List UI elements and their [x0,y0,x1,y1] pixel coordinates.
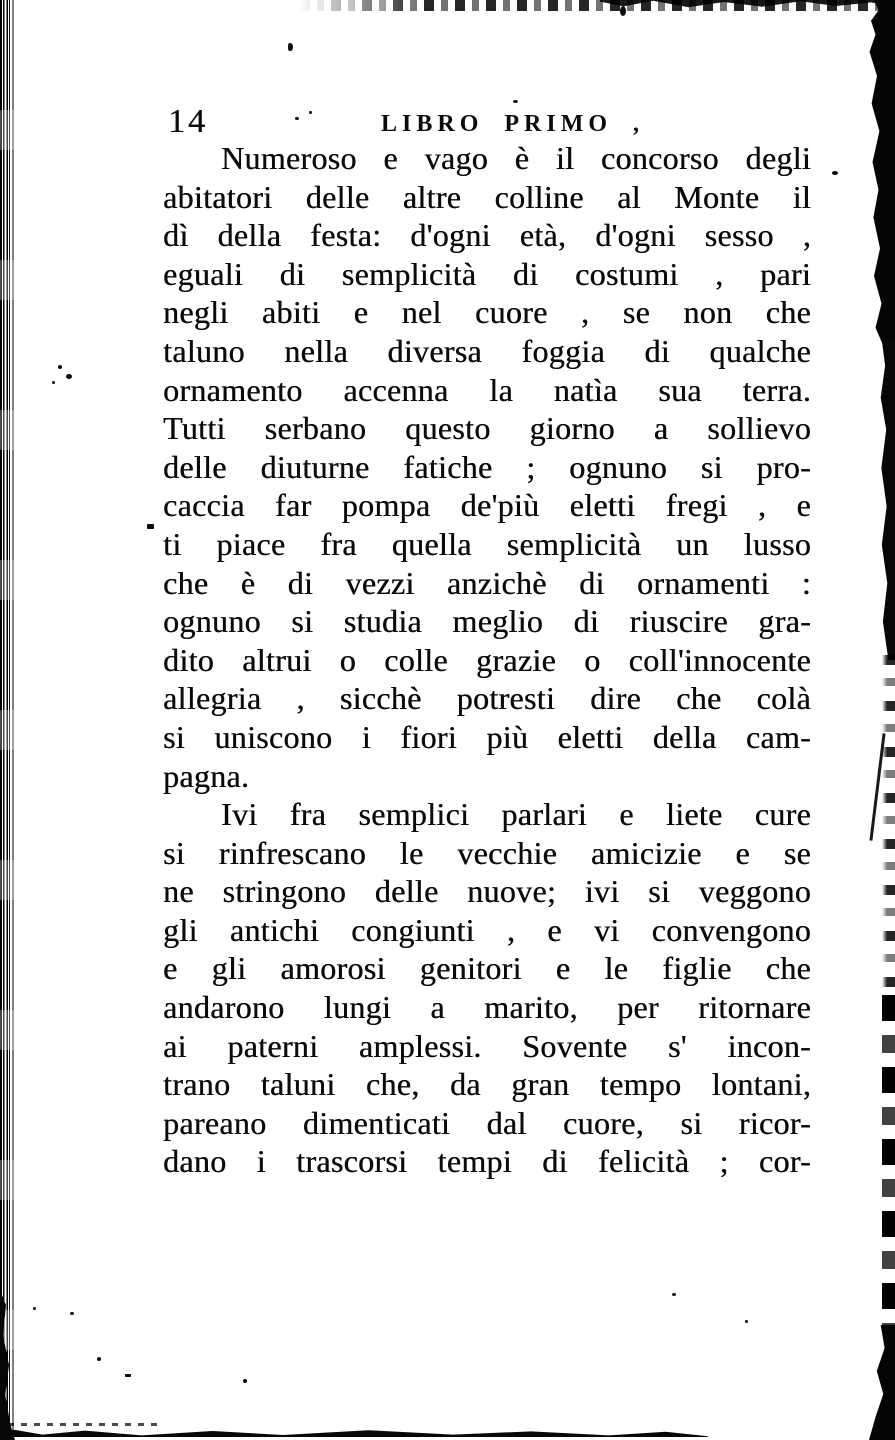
text-line: eguali di semplicità di costumi , pari [163,255,811,292]
text-line: si uniscono i fiori più eletti della cam- [163,718,811,755]
text-line: Tutti serbano questo giorno a sollievo [163,410,811,447]
ink-speck [745,1320,748,1323]
text-line: pareano dimenticati dal cuore, si ricor- [163,1104,811,1141]
text-line: dì della festa: d'ogni età, d'ogni sesso , [163,217,811,254]
text-line: ognuno si studia meglio di riuscire gra- [163,603,811,640]
text-line: abitatori delle altre colline al Monte il [163,178,811,215]
ink-speck [52,381,55,384]
scan-edge-right-upper [865,0,895,345]
ink-speck [309,111,312,114]
ink-speck [620,6,626,16]
text-line: si rinfrescano le vecchie amicizie e se [163,834,811,871]
ink-speck [243,1379,247,1383]
scan-edge-bottom-right [869,1325,895,1440]
text-line: dano i trascorsi tempi di felicità ; cor- [163,1143,811,1180]
page-number: 14 [168,103,208,140]
scan-edge-right-middle [873,340,895,660]
text-line: andarono lungi a marito, per ritornare [163,989,811,1026]
ink-speck [97,1357,101,1361]
scan-edge-bottom [0,1429,708,1437]
ink-speck [295,117,299,120]
body-text [163,139,811,1181]
text-line: taluno nella diversa foggia di qualche [163,332,811,369]
text-line: Ivi fra semplici parlari e liete cure [221,796,811,833]
text-line: che è di vezzi anzichè di ornamenti : [163,564,811,601]
ink-speck [70,1312,74,1315]
text-line: dito altrui o colle grazie o coll'innocente [163,641,811,678]
scan-edge-bottom-dashes [8,1423,158,1426]
ink-speck [832,171,838,175]
text-line: Numeroso e vago è il concorso degli [221,140,811,176]
text-line: delle diuturne fatiche ; ognuno si pro- [163,448,811,485]
text-line: ne stringono delle nuove; ivi si veggono [163,873,811,910]
text-line: negli abiti e nel cuore , se non che [163,294,811,331]
text-line: ti piace fra quella semplicità un lusso [163,525,811,562]
text-line: ornamento accenna la natìa sua terra. [163,371,811,408]
text-line: gli antichi congiunti , e vi convengono [163,911,811,948]
ink-speck [125,1374,131,1377]
text-line: caccia far pompa de'più eletti fregi , e [163,487,811,524]
ink-speck [513,100,518,103]
scan-edge-right-lower [882,995,895,1325]
ink-speck [66,374,72,379]
ink-speck [147,524,154,529]
text-line: pagna. [163,757,250,794]
scan-edge-right-speckle [882,655,895,1000]
text-line: ai paterni amplessi. Sovente s' incon- [163,1027,811,1064]
ink-speck [672,1293,676,1296]
text-line: allegria , sicchè potresti dire che colà [163,680,811,717]
ink-speck [33,1307,36,1310]
binding-gutter-left [0,0,16,1440]
running-header-title: LIBRO PRIMO , [381,111,645,137]
ink-speck [58,365,62,369]
ink-speck [288,43,293,51]
text-line: e gli amorosi genitori e le figlie che [163,950,811,987]
text-line: trano taluni che, da gran tempo lontani, [163,1066,811,1103]
